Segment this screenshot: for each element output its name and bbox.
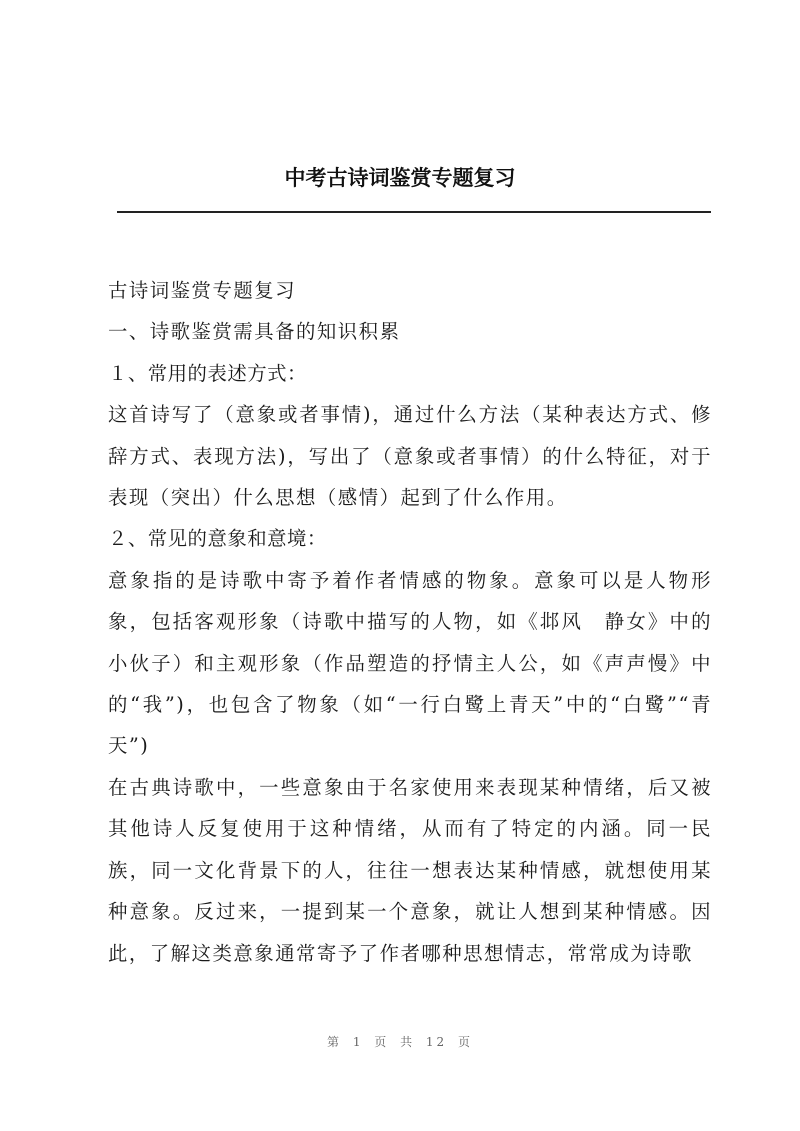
paragraph-expression-method: 这首诗写了（意象或者事情)，通过什么方法（某种表达方式、修辞方式、表现方法)，写出了（意象或者事情）的什么特征，对于表现（突出）什么思想（感情）起到了什么作用。 <box>108 403 712 510</box>
section-heading: 一、诗歌鉴赏需具备的知识积累 <box>108 320 401 344</box>
title-divider <box>117 211 711 213</box>
document-body <box>108 270 712 974</box>
paragraph-classical-imagery: 在古典诗歌中，一些意象由于名家使用来表现某种情绪，后又被其他诗人反复使用于这种情绪，从而有了特定的内涵。同一民族，同一文化背景下的人，往往一想表达某种情感，就想使用某种意象。反过来，一提到某一个意象，就让人想到某种情感。因此，了解这类意象通常寄予了作者哪种思想情志，常常成为诗歌 <box>108 775 712 965</box>
paragraph-imagery-definition: 意象指的是诗歌中寄予着作者情感的物象。意象可以是人物形象，包括客观形象（诗歌中描写的人物，如《邶风 静女》中的小伙子）和主观形象（作品塑造的抒情主人公，如《声声慢》中的“我”)，也包含了物象（如“一行白鹭上青天”中的“白鹭”“青天”) <box>108 568 712 758</box>
paragraph-heading: 古诗词鉴赏专题复习 <box>108 279 297 302</box>
subsection-heading-2: ２、常见的意象和意境： <box>108 527 327 551</box>
subsection-heading-1: １、常用的表述方式： <box>108 361 307 385</box>
document-title: 中考古诗词鉴赏专题复习 <box>284 166 516 190</box>
page-number-footer: 第 1 页 共 12 页 <box>327 1035 473 1049</box>
